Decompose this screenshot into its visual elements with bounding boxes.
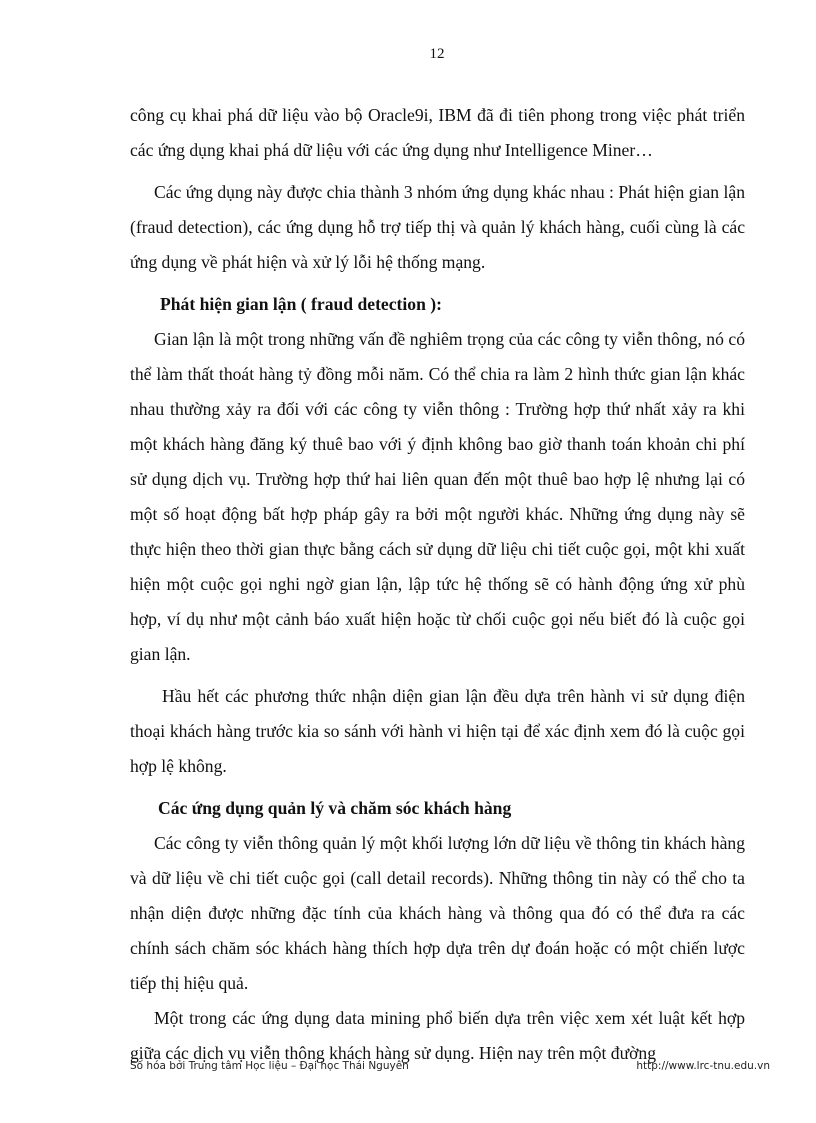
section-heading-customer-care: Các ứng dụng quản lý và chăm sóc khách hàng: [158, 798, 512, 818]
paragraph-application-groups: Các ứng dụng này được chia thành 3 nhóm ứng dụng khác nhau : Phát hiện gian lận (fraud detection), các ứng dụng hỗ trợ tiếp thị và quản lý khách hàng, cuối cùng là các ứng dụng về phát hiện và xử lý lỗi hệ thống mạng.: [130, 182, 745, 272]
paragraph-fraud-methods: Hầu hết các phương thức nhận diện gian lận đều dựa trên hành vi sử dụng điện thoại khách hàng trước kia so sánh với hành vi hiện tại để xác định xem đó là cuộc gọi hợp lệ không.: [130, 686, 745, 776]
page-number: 12: [429, 46, 445, 62]
paragraph-intro-continuation: công cụ khai phá dữ liệu vào bộ Oracle9i, IBM đã đi tiên phong trong việc phát triển các ứng dụng khai phá dữ liệu với các ứng dụng như Intelligence Miner…: [130, 105, 745, 160]
paragraph-fraud-description: Gian lận là một trong những vấn đề nghiêm trọng của các công ty viễn thông, nó có thể làm thất thoát hàng tỷ đồng mỗi năm. Có thể chia ra làm 2 hình thức gian lận khác nhau thường xảy ra đối với các công ty viễn thông : Trường hợp thứ nhất xảy ra khi một khách hàng đăng ký thuê bao với ý định không bao giờ thanh toán khoản chi phí sử dụng dịch vụ. Trường hợp thứ hai liên quan đến một thuê bao hợp lệ nhưng lại có một số hoạt động bất hợp pháp gây ra bởi một người khác. Những ứng dụng này sẽ thực hiện theo thời gian thực bằng cách sử dụng dữ liệu chi tiết cuộc gọi, một khi xuất hiện một cuộc gọi nghi ngờ gian lận, lập tức hệ thống sẽ có hành động ứng xử phù hợp, ví dụ như một cảnh báo xuất hiện hoặc từ chối cuộc gọi nếu biết đó là cuộc gọi gian lận.: [130, 329, 745, 664]
document-body: [130, 98, 745, 1071]
footer-url: http://www.lrc-tnu.edu.vn: [636, 1060, 770, 1072]
section-heading-fraud-detection: Phát hiện gian lận ( fraud detection ):: [160, 294, 442, 314]
paragraph-customer-data: Các công ty viễn thông quản lý một khối lượng lớn dữ liệu về thông tin khách hàng và dữ liệu về chi tiết cuộc gọi (call detail records). Những thông tin này có thể cho ta nhận diện được những đặc tính của khách hàng và thông qua đó có thể đưa ra các chính sách chăm sóc khách hàng thích hợp dựa trên dự đoán hoặc có một chiến lược tiếp thị hiệu quả.: [130, 833, 745, 993]
paragraph-association-rules: Một trong các ứng dụng data mining phổ biến dựa trên việc xem xét luật kết hợp giữa các dịch vụ viễn thông khách hàng sử dụng. Hiện nay trên một đường: [130, 1008, 745, 1063]
footer-source: Số hóa bởi Trung tâm Học liệu – Đại học Thái Nguyên: [130, 1060, 409, 1072]
